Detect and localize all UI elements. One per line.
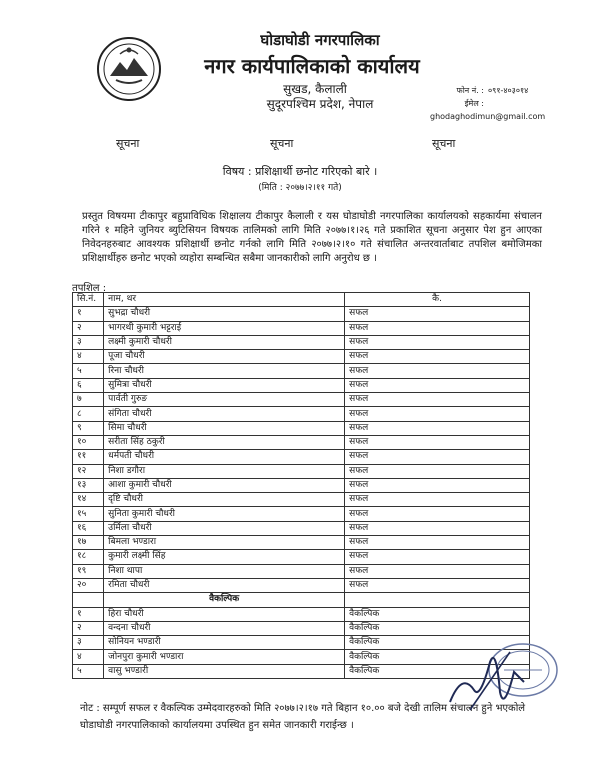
cell-name: सिमा चौधरी bbox=[104, 421, 345, 435]
subject-line: विषय : प्रशिक्षार्थी छनोट गरिएको बारे । bbox=[222, 165, 378, 178]
cell-name: भागरथी कुमारी भट्टराई bbox=[104, 321, 345, 335]
cell-remark: सफल bbox=[345, 378, 530, 392]
footer-note: नोट : सम्पूर्ण सफल र वैकल्पिक उम्मेदवारहरुको मिति २०७७।२।१७ गते बिहान १०.०० बजे देखी तालिम संचालन हुने भएकोले घोडाघोडी नगरपालिकाको कार्यालयमा उपस्थित हुन समेत जानकारी गराईन्छ । bbox=[80, 703, 526, 731]
table-row bbox=[73, 564, 530, 578]
cell-serial: ९ bbox=[73, 421, 104, 435]
cell-serial: १४ bbox=[73, 493, 104, 507]
cell-remark: सफल bbox=[345, 435, 530, 449]
cell-remark: वैकल्पिक bbox=[345, 650, 530, 664]
cell-remark: सफल bbox=[345, 335, 530, 349]
email-label: ईमेल : bbox=[464, 99, 484, 108]
cell-remark: सफल bbox=[345, 564, 530, 578]
cell-remark: वैकल्पिक bbox=[345, 636, 530, 650]
cell-name: सरीता सिंह ठकुरी bbox=[104, 435, 345, 449]
table-header-row bbox=[73, 293, 530, 307]
cell-remark: सफल bbox=[345, 493, 530, 507]
email-address: ghodaghodimun@gmail.com bbox=[430, 112, 546, 121]
cell-remark: वैकल्पिक bbox=[345, 607, 530, 621]
table-row bbox=[73, 364, 530, 378]
cell-serial: २ bbox=[73, 621, 104, 635]
cell-remark: सफल bbox=[345, 393, 530, 407]
cell-name: निशा डगौरा bbox=[104, 464, 345, 478]
cell-serial: ७ bbox=[73, 393, 104, 407]
signature bbox=[440, 632, 550, 722]
cell-serial: १८ bbox=[73, 550, 104, 564]
header-name: नाम, थर bbox=[104, 293, 345, 307]
table-row bbox=[73, 536, 530, 550]
cell-name: धर्मपती चौधरी bbox=[104, 450, 345, 464]
trainee-table bbox=[72, 292, 530, 679]
cell-serial: ३ bbox=[73, 636, 104, 650]
section-empty-cell bbox=[73, 593, 104, 607]
cell-serial: ६ bbox=[73, 378, 104, 392]
cell-name: पार्वती गुरुङ bbox=[104, 393, 345, 407]
body-paragraph: प्रस्तुत विषयमा टीकापुर बहुप्राविधिक शिक्षालय टीकापुर कैलाली र यस घोडाघोडी नगरपालिका कार्यालयको सहकार्यमा संचालन गरिने १ महिने जुनियर ब्युटिसियन विषयक तालिमको लागि मिति २०७७।१।२६ गते प्रकाशित सूचना अनुसार पेश हुन आएका निवेदनहरुबाट आवश्यक प्रशिक्षार्थी छनोट गर्नको लागि मिति २०७७।२।१० गते संचालित अन्तरवार्ताबाट तपशिल बमोजिमका प्रशिक्षार्थीहरु छनोट भएको व्यहोरा सम्बन्धित सबैमा जानकारीको लागि अनुरोध छ । bbox=[82, 211, 542, 264]
cell-name: संगिता चौधरी bbox=[104, 407, 345, 421]
table-row bbox=[73, 321, 530, 335]
table-row bbox=[73, 450, 530, 464]
cell-serial: २० bbox=[73, 578, 104, 592]
cell-remark: सफल bbox=[345, 578, 530, 592]
table-row bbox=[73, 421, 530, 435]
contact-block bbox=[430, 84, 588, 123]
cell-name: बिमला भण्डारा bbox=[104, 536, 345, 550]
cell-serial: १० bbox=[73, 435, 104, 449]
table-row bbox=[73, 521, 530, 535]
cell-name: रमिता चौधरी bbox=[104, 578, 345, 592]
cell-serial: १५ bbox=[73, 507, 104, 521]
table-row bbox=[73, 493, 530, 507]
cell-remark: सफल bbox=[345, 421, 530, 435]
cell-remark: सफल bbox=[345, 350, 530, 364]
subject-date: (मिति : २०७७।२।११ गते) bbox=[258, 183, 342, 193]
cell-serial: ५ bbox=[73, 664, 104, 678]
cell-name: वासु भण्डारी bbox=[104, 664, 345, 678]
notice-label: सूचना bbox=[116, 137, 140, 150]
cell-name: दृष्टि चौधरी bbox=[104, 493, 345, 507]
cell-serial: ५ bbox=[73, 364, 104, 378]
cell-remark: सफल bbox=[345, 321, 530, 335]
header-remark: कै. bbox=[345, 293, 530, 307]
cell-serial: १३ bbox=[73, 478, 104, 492]
table-row bbox=[73, 393, 530, 407]
notice-label: सूचना bbox=[432, 137, 456, 150]
section-label: वैकल्पिक bbox=[104, 593, 345, 607]
section-empty-cell bbox=[345, 593, 530, 607]
cell-remark: वैकल्पिक bbox=[345, 621, 530, 635]
cell-remark: सफल bbox=[345, 450, 530, 464]
header-serial: सि.नं. bbox=[73, 293, 104, 307]
table-row bbox=[73, 507, 530, 521]
phone-number: ०९१-४०३०१४ bbox=[488, 86, 529, 95]
cell-remark: सफल bbox=[345, 521, 530, 535]
cell-name: सोनियन भण्डारी bbox=[104, 636, 345, 650]
cell-name: उर्मिला चौधरी bbox=[104, 521, 345, 535]
cell-serial: १६ bbox=[73, 521, 104, 535]
cell-remark: सफल bbox=[345, 307, 530, 321]
cell-remark: वैकल्पिक bbox=[345, 664, 530, 678]
cell-serial: १९ bbox=[73, 564, 104, 578]
cell-name: सुमित्रा चौधरी bbox=[104, 378, 345, 392]
table-row bbox=[73, 464, 530, 478]
cell-serial: ८ bbox=[73, 407, 104, 421]
cell-name: हिरा चौधरी bbox=[104, 607, 345, 621]
office-province: सुदूरपश्चिम प्रदेश, नेपाल bbox=[266, 97, 374, 111]
notice-label: सूचना bbox=[270, 137, 294, 150]
table-row bbox=[73, 335, 530, 349]
cell-serial: १२ bbox=[73, 464, 104, 478]
table-row bbox=[73, 550, 530, 564]
cell-remark: सफल bbox=[345, 507, 530, 521]
cell-serial: ४ bbox=[73, 350, 104, 364]
table-row bbox=[73, 478, 530, 492]
cell-serial: १ bbox=[73, 607, 104, 621]
cell-name: रिना चौधरी bbox=[104, 364, 345, 378]
municipality-name: घोडाघोडी नगरपालिका bbox=[260, 31, 380, 49]
cell-remark: सफल bbox=[345, 364, 530, 378]
cell-serial: १ bbox=[73, 307, 104, 321]
cell-serial: ४ bbox=[73, 650, 104, 664]
cell-remark: सफल bbox=[345, 464, 530, 478]
phone-label: फोन नं. : bbox=[456, 86, 484, 95]
cell-remark: सफल bbox=[345, 478, 530, 492]
section-row bbox=[73, 593, 530, 607]
cell-name: लक्ष्मी कुमारी चौधरी bbox=[104, 335, 345, 349]
cell-name: आशा कुमारी चौधरी bbox=[104, 478, 345, 492]
cell-remark: सफल bbox=[345, 550, 530, 564]
office-address: सुखड, कैलाली bbox=[283, 82, 347, 96]
table-row bbox=[73, 378, 530, 392]
alternate-row bbox=[73, 607, 530, 621]
cell-serial: २ bbox=[73, 321, 104, 335]
table-row bbox=[73, 307, 530, 321]
cell-name: जोनपुरा कुमारी भण्डारा bbox=[104, 650, 345, 664]
table-row bbox=[73, 350, 530, 364]
cell-serial: ३ bbox=[73, 335, 104, 349]
cell-name: कुमारी लक्ष्मी सिंह bbox=[104, 550, 345, 564]
cell-name: वन्दना चौधरी bbox=[104, 621, 345, 635]
cell-remark: सफल bbox=[345, 407, 530, 421]
table-row bbox=[73, 435, 530, 449]
office-name: नगर कार्यपालिकाको कार्यालय bbox=[204, 54, 420, 78]
table-row bbox=[73, 407, 530, 421]
cell-name: सुभद्रा चौधरी bbox=[104, 307, 345, 321]
cell-name: पूजा चौधरी bbox=[104, 350, 345, 364]
cell-remark: सफल bbox=[345, 536, 530, 550]
cell-name: निशा थापा bbox=[104, 564, 345, 578]
cell-name: सुनिता कुमारी चौधरी bbox=[104, 507, 345, 521]
municipality-logo bbox=[96, 36, 162, 102]
cell-serial: ११ bbox=[73, 450, 104, 464]
cell-serial: १७ bbox=[73, 536, 104, 550]
list-label: तपशिल : bbox=[72, 283, 107, 294]
table-row bbox=[73, 578, 530, 592]
